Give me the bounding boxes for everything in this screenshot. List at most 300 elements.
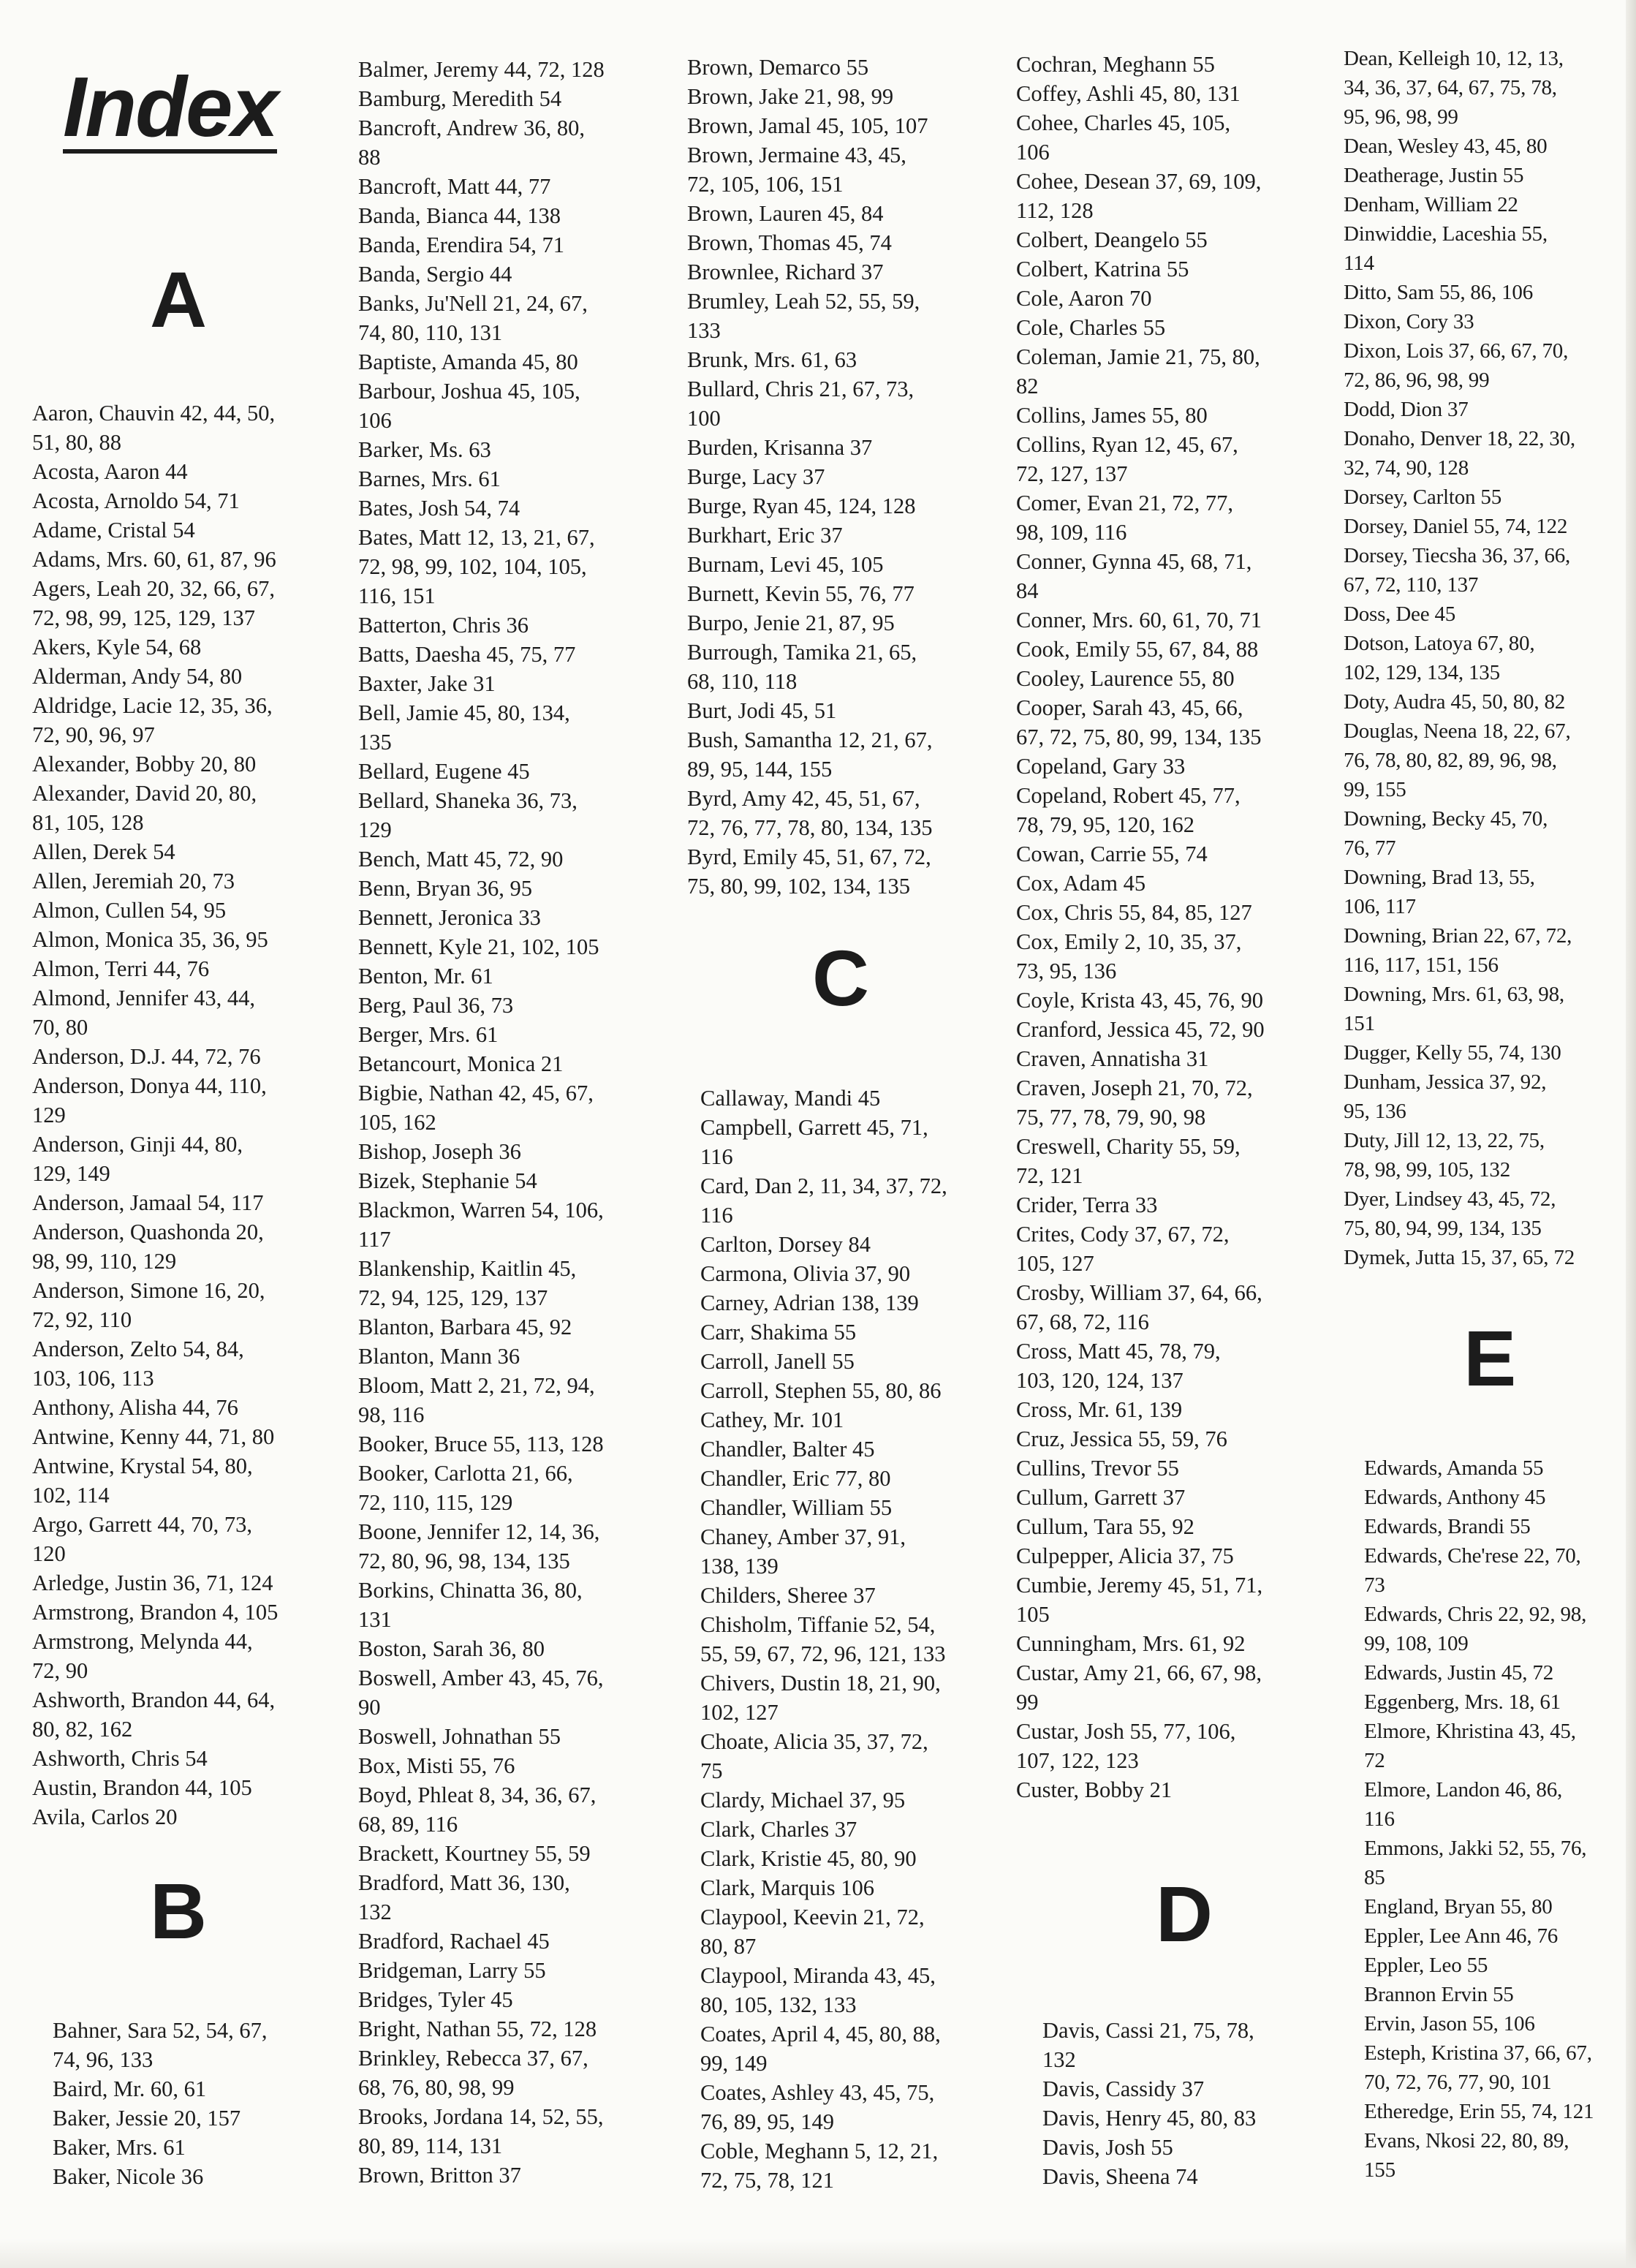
index-entry-line: 106 [358, 408, 392, 433]
section-letter-d: D [1156, 1870, 1213, 1958]
index-entry-line: 116, 117, 151, 156 [1344, 953, 1499, 977]
index-entry-line: Davis, Sheena 74 [1042, 2164, 1198, 2189]
index-entry-line: Almond, Jennifer 43, 44, [32, 986, 255, 1010]
index-entry-line: Bridges, Tyler 45 [358, 1987, 513, 2012]
index-entry-line: Clark, Charles 37 [700, 1817, 857, 1842]
page-edge-shadow [1626, 0, 1636, 2268]
index-entry-line: Boswell, Amber 43, 45, 76, [358, 1666, 604, 1690]
index-entry-line: 98, 116 [358, 1402, 425, 1427]
index-entry-line: 138, 139 [700, 1554, 779, 1579]
index-entry-line: Armstrong, Melynda 44, [32, 1629, 253, 1654]
index-entry-line: Craven, Annatisha 31 [1016, 1046, 1209, 1071]
index-entry-line: 70, 80 [32, 1015, 88, 1040]
index-entry-line: Cunningham, Mrs. 61, 92 [1016, 1631, 1246, 1656]
index-entry-line: Donaho, Denver 18, 22, 30, [1344, 427, 1575, 450]
index-entry-line: Childers, Sheree 37 [700, 1583, 876, 1608]
index-entry-line: Almon, Cullen 54, 95 [32, 898, 227, 923]
index-entry-line: Arledge, Justin 36, 71, 124 [32, 1570, 273, 1595]
index-entry-line: Claypool, Keevin 21, 72, [700, 1905, 925, 1929]
index-entry-line: Booker, Bruce 55, 113, 128 [358, 1432, 604, 1456]
index-entry-line: Ashworth, Chris 54 [32, 1746, 208, 1771]
index-entry-line: Berger, Mrs. 61 [358, 1022, 499, 1047]
index-entry-line: 76, 89, 95, 149 [700, 2109, 834, 2134]
index-entry-line: Burge, Ryan 45, 124, 128 [687, 494, 916, 518]
index-entry-line: Dinwiddie, Laceshia 55, [1344, 222, 1548, 246]
index-list-b-end [687, 53, 1012, 901]
index-entry-line: Armstrong, Brandon 4, 105 [32, 1600, 279, 1625]
index-entry-line: 132 [1042, 2047, 1076, 2072]
index-entry-line: 102, 127 [700, 1700, 779, 1725]
index-entry-line: Brown, Jamal 45, 105, 107 [687, 113, 928, 138]
index-entry-line: Cumbie, Jeremy 45, 51, 71, [1016, 1573, 1263, 1598]
index-entry-line: Cohee, Desean 37, 69, 109, [1016, 169, 1262, 194]
index-entry-line: Bench, Matt 45, 72, 90 [358, 847, 564, 872]
index-entry-line: 116 [700, 1203, 733, 1228]
index-entry-line: Borkins, Chinatta 36, 80, [358, 1578, 583, 1603]
index-entry-line: Coleman, Jamie 21, 75, 80, [1016, 344, 1260, 369]
index-entry-line: Batterton, Chris 36 [358, 613, 529, 638]
index-entry-line: Cross, Matt 45, 78, 79, [1016, 1339, 1221, 1364]
index-entry-line: 84 [1016, 578, 1039, 603]
index-entry-line: 129 [32, 1103, 66, 1127]
index-entry-line: Clark, Kristie 45, 80, 90 [700, 1846, 917, 1871]
page-title: Index [63, 59, 277, 154]
index-entry-line: Baxter, Jake 31 [358, 671, 496, 696]
index-entry-line: Collins, James 55, 80 [1016, 403, 1208, 428]
index-entry-line: 129 [358, 817, 392, 842]
index-entry-line: Elmore, Landon 46, 86, [1364, 1778, 1563, 1802]
index-entry-line: Davis, Henry 45, 80, 83 [1042, 2106, 1257, 2131]
index-entry-line: Chandler, William 55 [700, 1495, 893, 1520]
index-entry-line: Bennett, Kyle 21, 102, 105 [358, 934, 599, 959]
index-entry-line: Banda, Sergio 44 [358, 262, 512, 287]
index-entry-line: Dixon, Lois 37, 66, 67, 70, [1344, 339, 1569, 363]
index-entry-line: Carney, Adrian 138, 139 [700, 1290, 919, 1315]
index-entry-line: Burrough, Tamika 21, 65, [687, 640, 917, 665]
index-entry-line: Brooks, Jordana 14, 52, 55, [358, 2104, 604, 2129]
index-entry-line: Bradford, Rachael 45 [358, 1929, 550, 1954]
index-entry-line: 70, 72, 76, 77, 90, 101 [1364, 2071, 1552, 2094]
section-letter-a: A [150, 255, 207, 344]
index-entry-line: Downing, Brian 22, 67, 72, [1344, 924, 1572, 948]
index-entry-line: Campbell, Garrett 45, 71, [700, 1115, 928, 1140]
index-list-d-continued [1344, 44, 1636, 1272]
index-entry-line: Allen, Jeremiah 20, 73 [32, 869, 235, 893]
index-entry-line: Duty, Jill 12, 13, 22, 75, [1344, 1129, 1545, 1152]
index-list-b-continued [358, 55, 680, 2190]
index-entry-line: Anderson, Simone 16, 20, [32, 1278, 265, 1303]
index-entry-line: 82 [1016, 374, 1039, 398]
index-entry-line: Bates, Josh 54, 74 [358, 496, 520, 521]
index-list-c-continued [1016, 50, 1341, 1804]
index-list-b [53, 2016, 345, 2191]
index-entry-line: Booker, Carlotta 21, 66, [358, 1461, 573, 1486]
index-entry-line: 80, 82, 162 [32, 1717, 133, 1742]
index-entry-line: Alexander, David 20, 80, [32, 781, 257, 806]
index-entry-line: Anderson, Quashonda 20, [32, 1220, 264, 1244]
index-entry-line: Byrd, Emily 45, 51, 67, 72, [687, 844, 931, 869]
index-entry-line: 75 [700, 1758, 723, 1783]
index-entry-line: Cooley, Laurence 55, 80 [1016, 666, 1235, 691]
section-letter-c: C [812, 934, 869, 1022]
index-entry-line: 98, 99, 110, 129 [32, 1249, 177, 1274]
index-entry-line: Banda, Erendira 54, 71 [358, 233, 565, 257]
index-entry-line: 51, 80, 88 [32, 430, 121, 455]
index-entry-line: 72, 105, 106, 151 [687, 172, 844, 197]
index-entry-line: Chivers, Dustin 18, 21, 90, [700, 1671, 941, 1696]
index-entry-line: Edwards, Justin 45, 72 [1364, 1661, 1554, 1685]
index-entry-line: Anderson, D.J. 44, 72, 76 [32, 1044, 261, 1069]
index-entry-line: Chisholm, Tiffanie 52, 54, [700, 1612, 936, 1637]
index-entry-line: 106, 117 [1344, 895, 1416, 918]
index-entry-line: Custer, Bobby 21 [1016, 1777, 1173, 1802]
index-entry-line: 73 [1364, 1573, 1385, 1597]
index-entry-line: Blankenship, Kaitlin 45, [358, 1256, 577, 1281]
index-entry-line: Elmore, Khristina 43, 45, [1364, 1720, 1576, 1743]
index-entry-line: Bright, Nathan 55, 72, 128 [358, 2016, 597, 2041]
index-entry-line: Bennett, Jeronica 33 [358, 905, 541, 930]
index-entry-line: Davis, Josh 55 [1042, 2135, 1173, 2160]
index-entry-line: 67, 68, 72, 116 [1016, 1309, 1149, 1334]
index-entry-line: Collins, Ryan 12, 45, 67, [1016, 432, 1238, 457]
index-entry-line: Custar, Josh 55, 77, 106, [1016, 1719, 1236, 1744]
index-entry-line: Dorsey, Carlton 55 [1344, 485, 1502, 509]
index-list-a [32, 398, 339, 1832]
index-entry-line: Edwards, Amanda 55 [1364, 1456, 1544, 1480]
index-entry-line: 155 [1364, 2158, 1395, 2182]
index-entry-line: Almon, Terri 44, 76 [32, 956, 210, 981]
index-entry-line: Coble, Meghann 5, 12, 21, [700, 2139, 939, 2163]
index-entry-line: Adame, Cristal 54 [32, 518, 195, 543]
index-entry-line: Boswell, Johnathan 55 [358, 1724, 561, 1749]
index-entry-line: Bamburg, Meredith 54 [358, 86, 562, 111]
index-entry-line: Downing, Brad 13, 55, [1344, 866, 1535, 889]
index-entry-line: 120 [32, 1541, 66, 1566]
index-entry-line: Agers, Leah 20, 32, 66, 67, [32, 576, 276, 601]
index-list-c [700, 1084, 1015, 2195]
index-entry-line: Antwine, Kenny 44, 71, 80 [32, 1424, 275, 1449]
index-entry-line: Crider, Terra 33 [1016, 1192, 1158, 1217]
index-entry-line: Bahner, Sara 52, 54, 67, [53, 2018, 268, 2043]
index-entry-line: Conner, Mrs. 60, 61, 70, 71 [1016, 608, 1262, 632]
index-entry-line: Cooper, Sarah 43, 45, 66, [1016, 695, 1243, 720]
section-letter-e: E [1463, 1314, 1516, 1402]
index-entry-line: Bridgeman, Larry 55 [358, 1958, 546, 1983]
index-entry-line: 131 [358, 1607, 392, 1632]
index-entry-line: 78, 98, 99, 105, 132 [1344, 1158, 1511, 1182]
index-entry-line: 95, 96, 98, 99 [1344, 105, 1458, 129]
index-entry-line: 88 [358, 145, 381, 170]
index-entry-line: 72 [1364, 1749, 1385, 1772]
index-entry-line: 72, 121 [1016, 1163, 1083, 1188]
index-entry-line: Deatherage, Justin 55 [1344, 164, 1524, 187]
index-entry-line: 129, 149 [32, 1161, 110, 1186]
index-entry-line: Douglas, Neena 18, 22, 67, [1344, 719, 1571, 743]
index-entry-line: 100 [687, 406, 721, 431]
index-entry-line: Copeland, Robert 45, 77, [1016, 783, 1241, 808]
index-entry-line: Davis, Cassidy 37 [1042, 2076, 1205, 2101]
index-entry-line: Coffey, Ashli 45, 80, 131 [1016, 81, 1241, 106]
index-entry-line: Cook, Emily 55, 67, 84, 88 [1016, 637, 1259, 662]
index-entry-line: Dunham, Jessica 37, 92, [1344, 1070, 1547, 1094]
index-entry-line: Edwards, Anthony 45 [1364, 1486, 1546, 1509]
index-entry-line: Aaron, Chauvin 42, 44, 50, [32, 401, 276, 426]
index-entry-line: Brown, Jermaine 43, 45, [687, 143, 906, 167]
page-bottom-shadow [0, 2239, 1636, 2268]
index-entry-line: Brown, Demarco 55 [687, 55, 869, 80]
index-entry-line: 95, 136 [1344, 1100, 1406, 1123]
index-entry-line: Brown, Jake 21, 98, 99 [687, 84, 894, 109]
index-entry-line: 75, 80, 99, 102, 134, 135 [687, 874, 910, 899]
index-entry-line: 117 [358, 1227, 391, 1252]
index-entry-line: Barker, Ms. 63 [358, 437, 491, 462]
index-entry-line: Brownlee, Richard 37 [687, 260, 884, 284]
index-entry-line: Downing, Becky 45, 70, [1344, 807, 1548, 831]
index-entry-line: Bancroft, Andrew 36, 80, [358, 116, 586, 140]
index-entry-line: Chaney, Amber 37, 91, [700, 1524, 906, 1549]
index-entry-line: Allen, Derek 54 [32, 839, 175, 864]
index-entry-line: Coates, April 4, 45, 80, 88, [700, 2022, 941, 2046]
index-entry-line: 106 [1016, 140, 1050, 165]
index-entry-line: 90 [358, 1695, 381, 1720]
index-entry-line: Cross, Mr. 61, 139 [1016, 1397, 1183, 1422]
index-entry-line: Chandler, Balter 45 [700, 1437, 875, 1462]
index-entry-line: 112, 128 [1016, 198, 1094, 223]
index-entry-line: Davis, Cassi 21, 75, 78, [1042, 2018, 1254, 2043]
index-entry-line: Brumley, Leah 52, 55, 59, [687, 289, 920, 314]
index-entry-line: Burt, Jodi 45, 51 [687, 698, 837, 723]
index-entry-line: Alderman, Andy 54, 80 [32, 664, 243, 689]
index-entry-line: 107, 122, 123 [1016, 1748, 1139, 1773]
index-entry-line: Brunk, Mrs. 61, 63 [687, 347, 857, 372]
index-entry-line: Burnam, Levi 45, 105 [687, 552, 884, 577]
index-entry-line: Coates, Ashley 43, 45, 75, [700, 2080, 935, 2105]
index-entry-line: 99 [1016, 1690, 1039, 1715]
index-entry-line: Claypool, Miranda 43, 45, [700, 1963, 936, 1988]
index-entry-line: Edwards, Chris 22, 92, 98, [1364, 1603, 1587, 1626]
index-entry-line: Baker, Nicole 36 [53, 2164, 204, 2189]
index-entry-line: 67, 72, 75, 80, 99, 134, 135 [1016, 725, 1262, 749]
index-entry-line: Clardy, Michael 37, 95 [700, 1788, 906, 1812]
index-entry-line: Denham, William 22 [1344, 193, 1518, 216]
index-entry-line: Etheredge, Erin 55, 74, 121 [1364, 2100, 1594, 2123]
index-entry-line: Adams, Mrs. 60, 61, 87, 96 [32, 547, 276, 572]
index-entry-line: Ashworth, Brandon 44, 64, [32, 1687, 276, 1712]
index-entry-line: 72, 86, 96, 98, 99 [1344, 368, 1490, 392]
index-entry-line: Carroll, Janell 55 [700, 1349, 855, 1374]
index-entry-line: Cranford, Jessica 45, 72, 90 [1016, 1017, 1265, 1042]
index-entry-line: Banda, Bianca 44, 138 [358, 203, 561, 228]
index-entry-line: Bloom, Matt 2, 21, 72, 94, [358, 1373, 595, 1398]
index-entry-line: Boyd, Phleat 8, 34, 36, 67, [358, 1783, 597, 1807]
index-entry-line: Cowan, Carrie 55, 74 [1016, 842, 1208, 866]
index-entry-line: 85 [1364, 1866, 1385, 1889]
index-entry-line: 32, 74, 90, 128 [1344, 456, 1469, 480]
index-entry-line: 76, 77 [1344, 836, 1396, 860]
index-entry-line: Comer, Evan 21, 72, 77, [1016, 491, 1233, 515]
index-entry-line: Bush, Samantha 12, 21, 67, [687, 727, 933, 752]
index-entry-line: Avila, Carlos 20 [32, 1804, 178, 1829]
index-entry-line: Eppler, Leo 55 [1364, 1954, 1488, 1977]
index-entry-line: 75, 80, 94, 99, 134, 135 [1344, 1217, 1542, 1240]
index-entry-line: Anderson, Ginji 44, 80, [32, 1132, 243, 1157]
index-entry-line: Berg, Paul 36, 73 [358, 993, 514, 1018]
index-entry-line: Carmona, Olivia 37, 90 [700, 1261, 911, 1286]
index-entry-line: Conner, Gynna 45, 68, 71, [1016, 549, 1252, 574]
index-entry-line: Cochran, Meghann 55 [1016, 52, 1215, 77]
index-entry-line: 114 [1344, 252, 1374, 275]
index-entry-line: Bellard, Eugene 45 [358, 759, 530, 784]
index-entry-line: Cruz, Jessica 55, 59, 76 [1016, 1426, 1227, 1451]
index-entry-line: Cullum, Garrett 37 [1016, 1485, 1186, 1510]
index-entry-line: 72, 90, 96, 97 [32, 722, 155, 747]
index-entry-line: Austin, Brandon 44, 105 [32, 1775, 252, 1800]
index-entry-line: Bullard, Chris 21, 67, 73, [687, 377, 914, 401]
index-entry-line: Carr, Shakima 55 [700, 1320, 857, 1345]
index-entry-line: Anderson, Jamaal 54, 117 [32, 1190, 264, 1215]
index-entry-line: England, Bryan 55, 80 [1364, 1895, 1553, 1919]
index-entry-line: Carlton, Dorsey 84 [700, 1232, 871, 1257]
index-entry-line: Dyer, Lindsey 43, 45, 72, [1344, 1187, 1556, 1211]
index-entry-line: Copeland, Gary 33 [1016, 754, 1186, 779]
index-entry-line: Blanton, Mann 36 [358, 1344, 520, 1369]
index-entry-line: Akers, Kyle 54, 68 [32, 635, 202, 659]
index-entry-line: 72, 76, 77, 78, 80, 134, 135 [687, 815, 933, 840]
index-entry-line: Balmer, Jeremy 44, 72, 128 [358, 57, 605, 82]
index-entry-line: Barbour, Joshua 45, 105, [358, 379, 580, 404]
index-entry-line: 72, 92, 110 [32, 1307, 132, 1332]
index-entry-line: Dixon, Cory 33 [1344, 310, 1474, 333]
index-entry-line: Brown, Thomas 45, 74 [687, 230, 892, 255]
index-entry-line: Doty, Audra 45, 50, 80, 82 [1344, 690, 1566, 714]
index-entry-line: 78, 79, 95, 120, 162 [1016, 812, 1194, 837]
index-entry-line: Banks, Ju'Nell 21, 24, 67, [358, 291, 588, 316]
index-entry-line: 72, 80, 96, 98, 134, 135 [358, 1549, 570, 1573]
index-entry-line: 72, 90 [32, 1658, 88, 1683]
index-entry-line: 99, 149 [700, 2051, 768, 2076]
index-entry-line: Brackett, Kourtney 55, 59 [358, 1841, 591, 1866]
index-entry-line: Doss, Dee 45 [1344, 602, 1456, 626]
index-entry-line: 76, 78, 80, 82, 89, 96, 98, [1344, 749, 1557, 772]
index-entry-line: Esteph, Kristina 37, 66, 67, [1364, 2041, 1592, 2065]
index-entry-line: Ervin, Jason 55, 106 [1364, 2012, 1535, 2035]
index-entry-line: Colbert, Katrina 55 [1016, 257, 1189, 281]
index-entry-line: 99, 108, 109 [1364, 1632, 1469, 1655]
index-entry-line: 116 [700, 1144, 733, 1169]
index-entry-line: Baird, Mr. 60, 61 [53, 2076, 207, 2101]
index-entry-line: 99, 155 [1344, 778, 1406, 801]
index-entry-line: Evans, Nkosi 22, 80, 89, [1364, 2129, 1569, 2152]
index-entry-line: Batts, Daesha 45, 75, 77 [358, 642, 576, 667]
index-entry-line: Boston, Sarah 36, 80 [358, 1636, 545, 1661]
index-entry-line: Emmons, Jakki 52, 55, 76, [1364, 1837, 1587, 1860]
index-entry-line: Brinkley, Rebecca 37, 67, [358, 2046, 588, 2071]
index-entry-line: Card, Dan 2, 11, 34, 37, 72, [700, 1173, 947, 1198]
index-entry-line: 98, 109, 116 [1016, 520, 1127, 545]
index-entry-line: Dymek, Jutta 15, 37, 65, 72 [1344, 1246, 1575, 1269]
index-entry-line: 102, 114 [32, 1483, 110, 1508]
index-entry-line: Dodd, Dion 37 [1344, 398, 1469, 421]
index-entry-line: 67, 72, 110, 137 [1344, 573, 1479, 597]
index-entry-line: 80, 87 [700, 1934, 757, 1959]
index-entry-line: Brown, Lauren 45, 84 [687, 201, 884, 226]
index-entry-line: Cullum, Tara 55, 92 [1016, 1514, 1194, 1539]
index-entry-line: Colbert, Deangelo 55 [1016, 227, 1208, 252]
index-entry-line: Cullins, Trevor 55 [1016, 1456, 1179, 1481]
index-entry-line: Bancroft, Matt 44, 77 [358, 174, 551, 199]
index-entry-line: Boone, Jennifer 12, 14, 36, [358, 1519, 600, 1544]
index-entry-line: Dean, Kelleigh 10, 12, 13, [1344, 47, 1564, 70]
index-entry-line: 135 [358, 730, 392, 755]
index-entry-line: Cohee, Charles 45, 105, [1016, 110, 1231, 135]
index-entry-line: Edwards, Che'rese 22, 70, [1364, 1544, 1581, 1568]
index-entry-line: 105, 162 [358, 1110, 436, 1135]
index-entry-line: Dugger, Kelly 55, 74, 130 [1344, 1041, 1561, 1065]
index-entry-line: Brown, Britton 37 [358, 2163, 521, 2188]
index-entry-line: 133 [687, 318, 721, 343]
index-entry-line: Chandler, Eric 77, 80 [700, 1466, 891, 1491]
index-entry-line: Culpepper, Alicia 37, 75 [1016, 1543, 1234, 1568]
index-entry-line: 89, 95, 144, 155 [687, 757, 833, 782]
index-entry-line: Cox, Adam 45 [1016, 871, 1146, 896]
index-entry-line: Bradford, Matt 36, 130, [358, 1870, 570, 1895]
index-entry-line: 103, 106, 113 [32, 1366, 154, 1391]
index-entry-line: Cole, Aaron 70 [1016, 286, 1152, 311]
index-entry-line: Bell, Jamie 45, 80, 134, [358, 700, 570, 725]
index-entry-line: Brannon Ervin 55 [1364, 1983, 1514, 2006]
index-entry-line: 102, 129, 134, 135 [1344, 661, 1500, 684]
index-entry-line: 151 [1344, 1012, 1375, 1035]
index-entry-line: Bates, Matt 12, 13, 21, 67, [358, 525, 595, 550]
index-entry-line: Eggenberg, Mrs. 18, 61 [1364, 1690, 1561, 1714]
index-entry-line: Bigbie, Nathan 42, 45, 67, [358, 1081, 594, 1105]
index-entry-line: Argo, Garrett 44, 70, 73, [32, 1512, 252, 1537]
index-entry-line: 116 [1364, 1807, 1395, 1831]
index-entry-line: 68, 89, 116 [358, 1812, 458, 1837]
index-entry-line: Clark, Marquis 106 [700, 1875, 875, 1900]
index-entry-line: Aldridge, Lacie 12, 35, 36, [32, 693, 273, 718]
index-entry-line: 72, 127, 137 [1016, 461, 1128, 486]
index-entry-line: Almon, Monica 35, 36, 95 [32, 927, 268, 952]
index-entry-line: Dotson, Latoya 67, 80, [1344, 632, 1535, 655]
index-entry-line: Coyle, Krista 43, 45, 76, 90 [1016, 988, 1264, 1013]
index-entry-line: Acosta, Arnoldo 54, 71 [32, 488, 240, 513]
index-entry-line: Cathey, Mr. 101 [700, 1407, 844, 1432]
index-entry-line: 75, 77, 78, 79, 90, 98 [1016, 1105, 1206, 1130]
index-entry-line: Downing, Mrs. 61, 63, 98, [1344, 983, 1564, 1006]
index-entry-line: Baker, Mrs. 61 [53, 2135, 186, 2160]
index-entry-line: 72, 98, 99, 102, 104, 105, [358, 554, 587, 579]
index-entry-line: 74, 80, 110, 131 [358, 320, 503, 345]
index-entry-line: Eppler, Lee Ann 46, 76 [1364, 1924, 1559, 1948]
index-entry-line: Crites, Cody 37, 67, 72, [1016, 1222, 1230, 1247]
index-entry-line: Cole, Charles 55 [1016, 315, 1166, 340]
index-entry-line: Choate, Alicia 35, 37, 72, [700, 1729, 928, 1754]
index-entry-line: 80, 89, 114, 131 [358, 2133, 503, 2158]
index-entry-line: Baptiste, Amanda 45, 80 [358, 349, 578, 374]
index-entry-line: 34, 36, 37, 64, 67, 75, 78, [1344, 76, 1557, 99]
index-entry-line: Custar, Amy 21, 66, 67, 98, [1016, 1660, 1262, 1685]
index-entry-line: 105 [1016, 1602, 1050, 1627]
index-entry-line: Anthony, Alisha 44, 76 [32, 1395, 238, 1420]
index-list-e [1364, 1454, 1636, 2185]
index-entry-line: Dorsey, Daniel 55, 74, 122 [1344, 515, 1568, 538]
index-entry-line: Edwards, Brandi 55 [1364, 1515, 1531, 1538]
index-entry-line: 103, 120, 124, 137 [1016, 1368, 1184, 1393]
index-entry-line: 68, 110, 118 [687, 669, 798, 694]
index-entry-line: Burpo, Jenie 21, 87, 95 [687, 611, 895, 635]
index-entry-line: Blackmon, Warren 54, 106, [358, 1198, 604, 1222]
